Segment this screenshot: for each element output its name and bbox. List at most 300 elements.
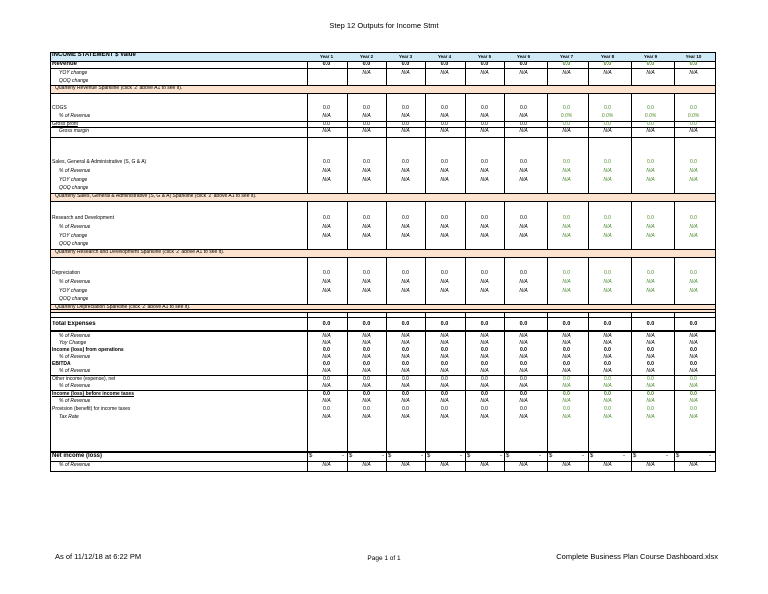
- operating-income-year-8: 0.0: [604, 347, 611, 353]
- net-income-pct-year-2: N/A: [362, 462, 371, 468]
- income-statement-sheet: [50, 52, 716, 472]
- expenses-yoy-year-2: N/A: [362, 340, 371, 346]
- ebitda-year-1: 0.0: [323, 361, 330, 367]
- revenue-value-year-10: 0.0: [689, 61, 698, 67]
- operating-income-year-5: 0.0: [481, 347, 488, 353]
- depreciation-year-4: 0.0: [441, 270, 448, 276]
- rnd-pct-year-3: N/A: [401, 224, 410, 230]
- tax-rate-year-10: N/A: [689, 414, 698, 420]
- revenue-yoy-year-9: N/A: [646, 70, 655, 76]
- total-expenses-year-3: 0.0: [401, 321, 410, 327]
- net-income-pct-year-4: N/A: [440, 462, 449, 468]
- rnd-pct-year-6: N/A: [519, 224, 528, 230]
- cogs-pct-year-9: 0.0%: [644, 113, 657, 119]
- depreciation-pct-year-8: N/A: [603, 279, 612, 285]
- row-label: % of Revenue: [59, 224, 91, 230]
- tax-rate-year-9: N/A: [646, 414, 655, 420]
- pretax-income-pct-year-3: N/A: [401, 398, 410, 404]
- pretax-income-pct-year-7: N/A: [562, 398, 571, 404]
- depreciation-year-6: 0.0: [520, 270, 527, 276]
- revenue-yoy-year-10: N/A: [689, 70, 698, 76]
- rnd-year-2: 0.0: [363, 215, 370, 221]
- cogs-year-6: 0.0: [520, 105, 527, 111]
- revenue-sparkline-row[interactable]: [51, 85, 715, 93]
- year-heading-year-2: Year 2: [359, 54, 374, 59]
- total-expenses-year-1: 0.0: [322, 321, 331, 327]
- cogs-year-4: 0.0: [441, 105, 448, 111]
- ebitda-year-9: 0.0: [647, 361, 654, 367]
- gross-profit-year-5: 0.0: [481, 121, 488, 127]
- rnd-yoy-year-9: N/A: [646, 233, 655, 239]
- cogs-pct-year-5: N/A: [480, 113, 489, 119]
- total-expenses-year-5: 0.0: [480, 321, 489, 327]
- revenue-value-year-2: 0.0: [362, 61, 371, 67]
- gross-profit-year-10: 0.0: [690, 121, 697, 127]
- total-expenses-year-8: 0.0: [603, 321, 612, 327]
- depreciation-year-5: 0.0: [481, 270, 488, 276]
- sga-year-8: 0.0: [604, 159, 611, 165]
- cogs-year-8: 0.0: [604, 105, 611, 111]
- net-income-label: Net income (loss): [52, 453, 103, 459]
- rnd-label: Research and Development: [52, 215, 114, 221]
- row-divider: [51, 257, 715, 258]
- revenue-value-year-3: 0.0: [401, 61, 410, 67]
- tax-rate-label: Tax Rate: [59, 414, 79, 420]
- ebitda-year-3: 0.0: [402, 361, 409, 367]
- year-heading-year-10: Year 10: [685, 54, 702, 59]
- currency-symbol: $: [388, 453, 392, 459]
- rnd-yoy-year-4: N/A: [440, 233, 449, 239]
- rnd-year-8: 0.0: [604, 215, 611, 221]
- sparkline-note: Quarterly Sales, General & Administrative (S, G & A) Sparkline (click '2' above A1 to see it).: [55, 193, 257, 199]
- ebitda-pct-label: % of Revenue: [59, 368, 91, 374]
- ebitda-pct-year-9: N/A: [646, 368, 655, 374]
- sga-yoy-year-1: N/A: [322, 177, 331, 183]
- total-expenses-year-6: 0.0: [519, 321, 528, 327]
- row-divider: [51, 304, 715, 305]
- row-divider: [51, 193, 715, 194]
- sga-pct-year-9: N/A: [646, 168, 655, 174]
- net-income-pct-year-3: N/A: [401, 462, 410, 468]
- cogs-pct-year-1: N/A: [322, 113, 331, 119]
- currency-symbol: $: [676, 453, 680, 459]
- gross-margin-year-2: N/A: [362, 128, 371, 134]
- row-divider: [51, 309, 715, 310]
- sga-yoy-year-8: N/A: [603, 177, 612, 183]
- tax-provision-year-9: 0.0: [647, 406, 654, 412]
- pretax-income-year-2: 0.0: [363, 391, 370, 397]
- tax-rate-year-5: N/A: [480, 414, 489, 420]
- sga-year-10: 0.0: [690, 159, 697, 165]
- pretax-income-pct-label: % of Revenue: [59, 398, 91, 404]
- pretax-income-pct-year-8: N/A: [603, 398, 612, 404]
- gross-profit-year-3: 0.0: [402, 121, 409, 127]
- expenses-pct-year-4: N/A: [440, 333, 449, 339]
- other-income-pct-year-8: N/A: [603, 383, 612, 389]
- pretax-income-year-7: 0.0: [563, 391, 570, 397]
- expenses-yoy-year-1: N/A: [322, 340, 331, 346]
- tax-rate-year-4: N/A: [440, 414, 449, 420]
- currency-symbol: $: [633, 453, 637, 459]
- operating-income-pct-year-8: N/A: [603, 354, 612, 360]
- other-income-label: Other income (expense), net: [52, 376, 116, 382]
- rnd-year-9: 0.0: [647, 215, 654, 221]
- gross-margin-year-9: N/A: [646, 128, 655, 134]
- currency-symbol: $: [309, 453, 313, 459]
- sga-year-3: 0.0: [402, 159, 409, 165]
- sparkline-note: Quarterly Revenue Sparkline (click '2' above A1 to see it).: [55, 85, 183, 91]
- rnd-pct-year-4: N/A: [440, 224, 449, 230]
- ebitda-pct-year-1: N/A: [322, 368, 331, 374]
- expenses-yoy-year-3: N/A: [401, 340, 410, 346]
- operating-income-pct-year-3: N/A: [401, 354, 410, 360]
- expenses-pct-label: % of Revenue: [59, 333, 91, 339]
- expenses-yoy-year-10: N/A: [689, 340, 698, 346]
- tax-rate-year-1: N/A: [322, 414, 331, 420]
- ebitda-label: EBITDA: [52, 361, 71, 367]
- year-heading-year-7: Year 7: [559, 54, 574, 59]
- currency-symbol: $: [427, 453, 431, 459]
- other-income-year-3: 0.0: [402, 376, 409, 382]
- other-income-pct-year-9: N/A: [646, 383, 655, 389]
- depreciation-year-2: 0.0: [363, 270, 370, 276]
- depreciation-yoy-year-8: N/A: [603, 288, 612, 294]
- depreciation-pct-year-6: N/A: [519, 279, 528, 285]
- row-label: QOQ change: [59, 185, 89, 191]
- depreciation-sparkline-row[interactable]: [51, 304, 715, 312]
- rnd-yoy-year-10: N/A: [689, 233, 698, 239]
- ebitda-pct-year-7: N/A: [562, 368, 571, 374]
- net-income-value: -: [382, 453, 384, 459]
- operating-income-year-6: 0.0: [520, 347, 527, 353]
- gross-margin-year-10: N/A: [689, 128, 698, 134]
- year-heading-year-8: Year 8: [600, 54, 615, 59]
- net-income-pct-year-5: N/A: [480, 462, 489, 468]
- tax-provision-year-3: 0.0: [402, 406, 409, 412]
- gross-profit-year-2: 0.0: [363, 121, 370, 127]
- tax-provision-year-8: 0.0: [604, 406, 611, 412]
- depreciation-yoy-year-3: N/A: [401, 288, 410, 294]
- row-divider: [51, 317, 715, 318]
- pretax-income-year-5: 0.0: [481, 391, 488, 397]
- row-label: YOY change: [59, 177, 88, 183]
- net-income-value: -: [623, 453, 625, 459]
- rnd-sparkline-row[interactable]: [51, 249, 715, 257]
- rnd-year-7: 0.0: [563, 215, 570, 221]
- row-label: QOQ change: [59, 241, 89, 247]
- expenses-pct-year-2: N/A: [362, 333, 371, 339]
- net-income-value: -: [460, 453, 462, 459]
- row-divider: [51, 68, 715, 69]
- year-heading-year-3: Year 3: [398, 54, 413, 59]
- total-expenses-year-2: 0.0: [362, 321, 371, 327]
- total-expenses-year-9: 0.0: [646, 321, 655, 327]
- sga-pct-year-7: N/A: [562, 168, 571, 174]
- net-income-pct-year-1: N/A: [322, 462, 331, 468]
- sparkline-note: Quarterly Research and Development Sparkline (click '2' above A1 to see it).: [55, 249, 225, 255]
- depreciation-year-8: 0.0: [604, 270, 611, 276]
- gross-margin-year-1: N/A: [322, 128, 331, 134]
- cogs-pct-year-7: 0.0%: [560, 113, 573, 119]
- rnd-yoy-year-5: N/A: [480, 233, 489, 239]
- rnd-pct-year-10: N/A: [689, 224, 698, 230]
- other-income-year-9: 0.0: [647, 376, 654, 382]
- tax-rate-year-8: N/A: [603, 414, 612, 420]
- other-income-year-8: 0.0: [604, 376, 611, 382]
- pretax-income-year-1: 0.0: [323, 391, 330, 397]
- operating-income-pct-year-9: N/A: [646, 354, 655, 360]
- cogs-year-10: 0.0: [690, 105, 697, 111]
- other-income-pct-label: % of Revenue: [59, 383, 91, 389]
- rnd-pct-year-1: N/A: [322, 224, 331, 230]
- gross-profit-year-8: 0.0: [604, 121, 611, 127]
- cogs-year-1: 0.0: [323, 105, 330, 111]
- row-label: YOY change: [59, 233, 88, 239]
- row-divider: [51, 93, 715, 94]
- depreciation-yoy-year-5: N/A: [480, 288, 489, 294]
- cogs-pct-year-8: 0.0%: [601, 113, 614, 119]
- rnd-year-6: 0.0: [520, 215, 527, 221]
- pretax-income-year-3: 0.0: [402, 391, 409, 397]
- net-income-value: -: [421, 453, 423, 459]
- row-divider: [51, 201, 715, 202]
- operating-income-pct-year-6: N/A: [519, 354, 528, 360]
- pretax-income-pct-year-4: N/A: [440, 398, 449, 404]
- pretax-income-pct-year-6: N/A: [519, 398, 528, 404]
- revenue-value-year-4: 0.0: [440, 61, 449, 67]
- year-heading-year-9: Year 9: [643, 54, 658, 59]
- net-income-value: -: [539, 453, 541, 459]
- rnd-pct-year-7: N/A: [562, 224, 571, 230]
- operating-income-year-7: 0.0: [563, 347, 570, 353]
- expenses-pct-year-6: N/A: [519, 333, 528, 339]
- sga-pct-year-8: N/A: [603, 168, 612, 174]
- ebitda-pct-year-3: N/A: [401, 368, 410, 374]
- ebitda-year-7: 0.0: [563, 361, 570, 367]
- pretax-income-year-6: 0.0: [520, 391, 527, 397]
- expenses-yoy-year-4: N/A: [440, 340, 449, 346]
- operating-income-pct-year-5: N/A: [480, 354, 489, 360]
- revenue-yoy-year-4: N/A: [440, 70, 449, 76]
- other-income-pct-year-5: N/A: [480, 383, 489, 389]
- pretax-income-pct-year-1: N/A: [322, 398, 331, 404]
- row-divider: [51, 375, 715, 376]
- other-income-pct-year-4: N/A: [440, 383, 449, 389]
- gross-margin-year-6: N/A: [519, 128, 528, 134]
- net-income-value: -: [666, 453, 668, 459]
- tax-rate-year-2: N/A: [362, 414, 371, 420]
- ebitda-pct-year-10: N/A: [689, 368, 698, 374]
- statement-title: INCOME STATEMENT $ Value: [52, 52, 136, 58]
- pretax-income-year-10: 0.0: [690, 391, 697, 397]
- rnd-yoy-year-3: N/A: [401, 233, 410, 239]
- year-heading-year-5: Year 5: [477, 54, 492, 59]
- expenses-pct-year-5: N/A: [480, 333, 489, 339]
- tax-rate-year-6: N/A: [519, 414, 528, 420]
- sparkline-note: Quarterly Depreciation Sparkline (click '2' above A1 to see it).: [55, 304, 191, 310]
- sga-pct-year-3: N/A: [401, 168, 410, 174]
- depreciation-year-7: 0.0: [563, 270, 570, 276]
- revenue-yoy-year-3: N/A: [401, 70, 410, 76]
- cogs-year-3: 0.0: [402, 105, 409, 111]
- cogs-pct-year-6: N/A: [519, 113, 528, 119]
- row-label: % of Revenue: [59, 168, 91, 174]
- cogs-year-5: 0.0: [481, 105, 488, 111]
- sga-yoy-year-4: N/A: [440, 177, 449, 183]
- sga-year-6: 0.0: [520, 159, 527, 165]
- ebitda-year-5: 0.0: [481, 361, 488, 367]
- rnd-yoy-year-7: N/A: [562, 233, 571, 239]
- sga-pct-year-4: N/A: [440, 168, 449, 174]
- depreciation-pct-year-10: N/A: [689, 279, 698, 285]
- cogs-pct-year-4: N/A: [440, 113, 449, 119]
- ebitda-year-8: 0.0: [604, 361, 611, 367]
- tax-provision-year-4: 0.0: [441, 406, 448, 412]
- sga-sparkline-row[interactable]: [51, 193, 715, 201]
- other-income-pct-year-6: N/A: [519, 383, 528, 389]
- rnd-year-10: 0.0: [690, 215, 697, 221]
- row-label: Gross margin: [59, 128, 90, 134]
- net-income-value: -: [709, 453, 711, 459]
- depreciation-yoy-year-9: N/A: [646, 288, 655, 294]
- net-income-pct-label: % of Revenue: [59, 462, 91, 468]
- revenue-label: Revenue: [52, 61, 78, 67]
- ebitda-pct-year-8: N/A: [603, 368, 612, 374]
- revenue-value-year-7: 0.0: [562, 61, 571, 67]
- gross-margin-year-3: N/A: [401, 128, 410, 134]
- revenue-yoy-year-7: N/A: [562, 70, 571, 76]
- gross-profit-year-7: 0.0: [563, 121, 570, 127]
- pretax-income-pct-year-10: N/A: [689, 398, 698, 404]
- operating-income-pct-year-10: N/A: [689, 354, 698, 360]
- tax-provision-year-2: 0.0: [363, 406, 370, 412]
- depreciation-pct-year-1: N/A: [322, 279, 331, 285]
- depreciation-yoy-year-1: N/A: [322, 288, 331, 294]
- sga-yoy-year-2: N/A: [362, 177, 371, 183]
- depreciation-pct-year-9: N/A: [646, 279, 655, 285]
- gross-profit-year-1: 0.0: [323, 121, 330, 127]
- expenses-pct-year-8: N/A: [603, 333, 612, 339]
- pretax-income-label: Income (loss) before income taxes: [52, 391, 134, 397]
- sga-pct-year-1: N/A: [322, 168, 331, 174]
- total-expenses-year-7: 0.0: [562, 321, 571, 327]
- rnd-yoy-year-2: N/A: [362, 233, 371, 239]
- expenses-yoy-year-9: N/A: [646, 340, 655, 346]
- depreciation-pct-year-5: N/A: [480, 279, 489, 285]
- net-income-pct-year-10: N/A: [689, 462, 698, 468]
- sga-year-2: 0.0: [363, 159, 370, 165]
- operating-income-pct-year-2: N/A: [362, 354, 371, 360]
- footer-page-number: Page 1 of 1: [367, 555, 401, 562]
- rnd-yoy-year-1: N/A: [322, 233, 331, 239]
- ebitda-pct-year-4: N/A: [440, 368, 449, 374]
- depreciation-yoy-year-4: N/A: [440, 288, 449, 294]
- revenue-yoy-year-6: N/A: [519, 70, 528, 76]
- currency-symbol: $: [467, 453, 471, 459]
- row-divider: [51, 249, 715, 250]
- sga-pct-year-10: N/A: [689, 168, 698, 174]
- other-income-year-10: 0.0: [690, 376, 697, 382]
- depreciation-yoy-year-2: N/A: [362, 288, 371, 294]
- ebitda-pct-year-6: N/A: [519, 368, 528, 374]
- row-label: % of Revenue: [59, 279, 91, 285]
- sga-yoy-year-6: N/A: [519, 177, 528, 183]
- sga-year-7: 0.0: [563, 159, 570, 165]
- tax-provision-year-1: 0.0: [323, 406, 330, 412]
- expenses-yoy-year-8: N/A: [603, 340, 612, 346]
- pretax-income-pct-year-9: N/A: [646, 398, 655, 404]
- depreciation-pct-year-4: N/A: [440, 279, 449, 285]
- year-heading-year-1: Year 1: [319, 54, 334, 59]
- net-income-pct-year-9: N/A: [646, 462, 655, 468]
- row-divider: [51, 330, 715, 332]
- other-income-year-1: 0.0: [323, 376, 330, 382]
- rnd-pct-year-5: N/A: [480, 224, 489, 230]
- total-expenses-label: Total Expenses: [52, 321, 96, 327]
- other-income-year-4: 0.0: [441, 376, 448, 382]
- operating-income-pct-year-4: N/A: [440, 354, 449, 360]
- ebitda-pct-year-2: N/A: [362, 368, 371, 374]
- row-label: YOY change: [59, 70, 88, 76]
- other-income-year-5: 0.0: [481, 376, 488, 382]
- expenses-yoy-label: Yoy Change: [59, 340, 87, 346]
- row-label: Gross profit: [52, 121, 78, 127]
- expenses-pct-year-9: N/A: [646, 333, 655, 339]
- total-expenses-year-4: 0.0: [440, 321, 449, 327]
- tax-provision-label: Provision (benefit) for income taxes: [52, 406, 131, 412]
- year-heading-year-4: Year 4: [437, 54, 452, 59]
- operating-income-year-1: 0.0: [323, 347, 330, 353]
- tax-rate-year-7: N/A: [562, 414, 571, 420]
- depreciation-pct-year-2: N/A: [362, 279, 371, 285]
- cogs-pct-year-2: N/A: [362, 113, 371, 119]
- net-income-value: -: [500, 453, 502, 459]
- currency-symbol: $: [349, 453, 353, 459]
- rnd-yoy-year-8: N/A: [603, 233, 612, 239]
- page-title: Step 12 Outputs for Income Stmt: [329, 21, 439, 30]
- revenue-yoy-year-5: N/A: [480, 70, 489, 76]
- total-expenses-year-10: 0.0: [689, 321, 698, 327]
- depreciation-year-10: 0.0: [690, 270, 697, 276]
- sga-pct-year-2: N/A: [362, 168, 371, 174]
- tax-provision-year-10: 0.0: [690, 406, 697, 412]
- pretax-income-year-4: 0.0: [441, 391, 448, 397]
- net-income-pct-year-7: N/A: [562, 462, 571, 468]
- other-income-pct-year-10: N/A: [689, 383, 698, 389]
- ebitda-year-2: 0.0: [363, 361, 370, 367]
- sga-year-9: 0.0: [647, 159, 654, 165]
- depreciation-year-3: 0.0: [402, 270, 409, 276]
- revenue-value-year-1: 0.0: [322, 61, 331, 67]
- rnd-year-5: 0.0: [481, 215, 488, 221]
- row-label: QOQ change: [59, 78, 89, 84]
- expenses-pct-year-3: N/A: [401, 333, 410, 339]
- tax-provision-year-7: 0.0: [563, 406, 570, 412]
- operating-income-pct-year-7: N/A: [562, 354, 571, 360]
- gross-margin-year-4: N/A: [440, 128, 449, 134]
- rnd-pct-year-9: N/A: [646, 224, 655, 230]
- sga-year-4: 0.0: [441, 159, 448, 165]
- tax-provision-year-6: 0.0: [520, 406, 527, 412]
- depreciation-pct-year-7: N/A: [562, 279, 571, 285]
- revenue-value-year-6: 0.0: [519, 61, 528, 67]
- net-income-value: -: [342, 453, 344, 459]
- depreciation-yoy-year-10: N/A: [689, 288, 698, 294]
- gross-margin-year-5: N/A: [480, 128, 489, 134]
- expenses-yoy-year-6: N/A: [519, 340, 528, 346]
- depreciation-pct-year-3: N/A: [401, 279, 410, 285]
- currency-symbol: $: [549, 453, 553, 459]
